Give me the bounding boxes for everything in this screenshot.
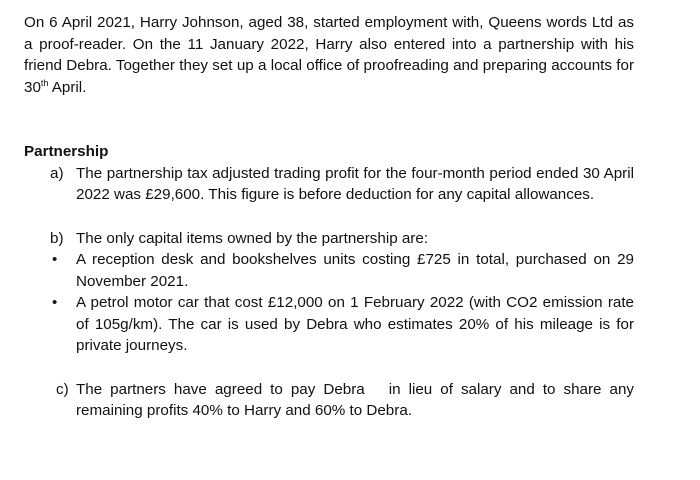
list-item-b-text: The only capital items owned by the partnership are:	[76, 229, 429, 247]
bullet-desk-text: A reception desk and bookshelves units costing £725 in total, purchased on 29 November 2021.	[76, 251, 634, 290]
ordinal-suffix: th	[40, 77, 49, 88]
list-item-c-text: The partners have agreed to pay Debra in lieu of salary and to share any remaining profits 40% to Harry and 60% to Debra.	[76, 380, 639, 419]
bullet-icon: •	[52, 251, 58, 268]
intro-text-end: April.	[48, 78, 87, 96]
list-item-b	[24, 228, 634, 250]
list-marker-b: b)	[50, 229, 64, 247]
list-marker-c: c)	[56, 380, 69, 398]
bullet-icon: •	[52, 294, 58, 311]
section-heading: Partnership	[24, 143, 109, 160]
bullet-car-text: A petrol motor car that cost £12,000 on 1 February 2022 (with CO2 emission rate of 105g/km). The car is used by Debra who estimates 20% of his mileage is for private journeys.	[76, 294, 634, 354]
list-item-a	[24, 163, 634, 206]
bullet-item-car	[24, 292, 634, 357]
document-body	[24, 12, 639, 422]
list-marker-a: a)	[50, 164, 64, 182]
intro-paragraph	[24, 12, 634, 98]
list-item-a-text: The partnership tax adjusted trading profit for the four-month period ended 30 April 2022 was £29,600. This figure is before deduction for any capital allowances.	[76, 164, 634, 203]
bullet-item-desk	[24, 249, 634, 292]
intro-text: On 6 April 2021, Harry Johnson, aged 38, started employment with, Queens words Ltd as a proof-reader. On the 11 January 2022, Harry also entered into a partnership with his friend Debra. Together they set up a local office of proofreading and preparing accounts for 30	[24, 14, 634, 96]
list-item-c	[24, 379, 639, 422]
